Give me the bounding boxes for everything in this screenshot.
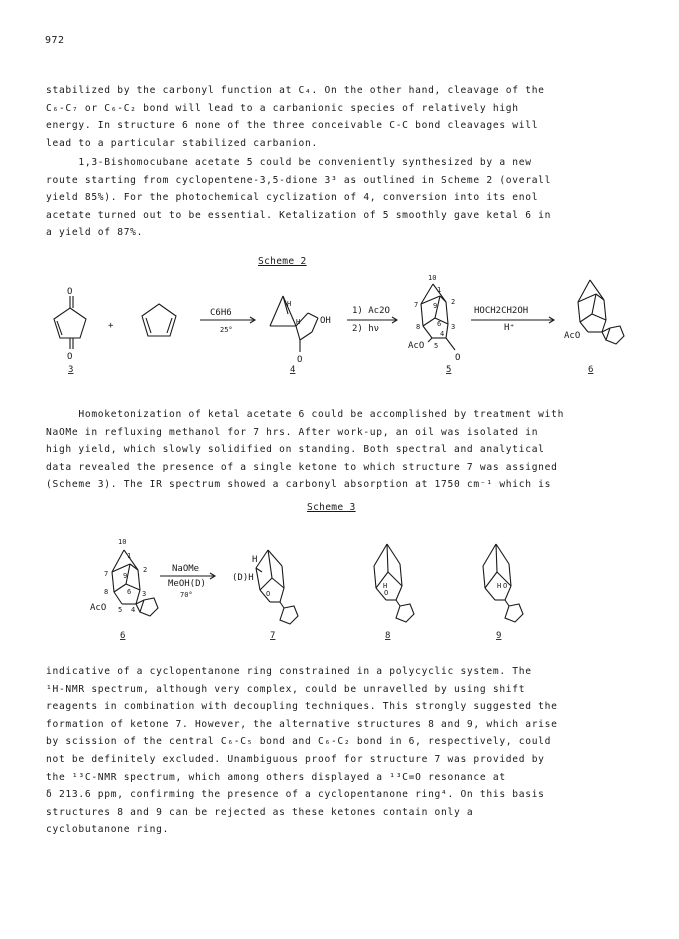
- oxygen-label: O: [67, 287, 73, 297]
- text-line: 1,3-Bishomocubane acetate 5 could be conveniently synthesized by a new: [46, 157, 532, 168]
- atom-number: 1: [127, 552, 132, 560]
- text-line: ¹H-NMR spectrum, although very complex, could be unravelled by using shift: [46, 683, 526, 695]
- reagent-text: NaOMe: [172, 564, 200, 574]
- paragraph-carbanion: [46, 82, 636, 152]
- text-line: route starting from cyclopentene-3,5-dione 3³ as outlined in Scheme 2 (overall: [46, 174, 552, 186]
- compound-label-3: 3: [68, 365, 74, 375]
- text-line: formation of ketone 7. However, the alternative structures 8 and 9, which arise: [46, 718, 558, 730]
- atom-number: 2: [143, 566, 148, 574]
- text-line: (Scheme 3). The IR spectrum showed a carbonyl absorption at 1750 cm⁻¹ which is: [46, 479, 552, 491]
- compound-label-5: 5: [446, 365, 452, 375]
- text-line: the ¹³C-NMR spectrum, which among others displayed a ¹³C=O resonance at: [46, 771, 506, 783]
- atom-number: 10: [428, 274, 437, 282]
- text-line: C₆-C₇ or C₆-C₂ bond will lead to a carbanionic species of relatively high: [46, 102, 519, 114]
- hydroxyl-label: OH: [320, 316, 331, 326]
- acetoxy-label: AcO: [408, 341, 425, 351]
- compound-6-structure: [564, 280, 624, 344]
- atom-number: 1: [437, 286, 442, 294]
- compound-label-6: 6: [120, 631, 126, 641]
- compound-3-structure: [54, 287, 86, 362]
- scheme-2-diagram: [0, 266, 679, 378]
- atom-number: 8: [104, 588, 109, 596]
- atom-number: 7: [414, 301, 419, 309]
- paragraph-homoketonization: [46, 406, 636, 494]
- scheme-3-title: Scheme 3: [307, 502, 356, 513]
- compound-6-structure: [90, 538, 158, 616]
- hydrogen-label: H: [497, 582, 502, 590]
- acetoxy-label: AcO: [90, 603, 107, 613]
- atom-number: 5: [118, 606, 123, 614]
- text-line: structures 8 and 9 can be rejected as these ketones contain only a: [46, 806, 474, 818]
- text-line: reagents in combination with decoupling techniques. This strongly suggested the: [46, 701, 558, 713]
- hydrogen-label: H: [383, 582, 388, 590]
- text-line: Homoketonization of ketal acetate 6 could be accomplished by treatment with: [46, 409, 565, 420]
- atom-number: 6: [437, 320, 442, 328]
- reagent-text: HOCH2CH2OH: [474, 306, 529, 316]
- atom-number: 3: [142, 590, 147, 598]
- reagent-text: C6H6: [210, 308, 232, 318]
- hydrogen-label: H: [287, 300, 292, 308]
- atom-number: 4: [440, 330, 445, 338]
- reagent-text: 1) Ac2O: [352, 306, 390, 316]
- compound-7-structure: [232, 550, 298, 624]
- condition-text: H⁺: [504, 323, 515, 333]
- hydrogen-label: H: [296, 318, 301, 326]
- paragraph-nmr-proof: [46, 663, 636, 839]
- oxygen-label: O: [503, 582, 508, 590]
- compound-label-4: 4: [290, 365, 296, 375]
- text-line: lead to a particular stabilized carbanion.: [46, 137, 318, 149]
- text-line: a yield of 87%.: [46, 227, 144, 239]
- oxygen-label: O: [67, 352, 73, 362]
- atom-number: 7: [104, 570, 109, 578]
- oxygen-label: O: [297, 355, 303, 365]
- text-line: NaOMe in refluxing methanol for 7 hrs. After work-up, an oil was isolated in: [46, 426, 539, 438]
- atom-number: 10: [118, 538, 127, 546]
- text-line: cyclobutanone ring.: [46, 824, 170, 836]
- atom-number: 5: [434, 342, 439, 350]
- deuterium-label: (D)H: [232, 573, 254, 583]
- compound-label-6: 6: [588, 365, 594, 375]
- compound-label-7: 7: [270, 631, 276, 641]
- scheme-2-title: Scheme 2: [258, 256, 307, 267]
- condition-text: 70°: [180, 591, 193, 599]
- condition-text: 25°: [220, 326, 233, 334]
- hydrogen-label: H: [252, 555, 258, 565]
- text-line: stabilized by the carbonyl function at C₄. On the other hand, cleavage of the: [46, 85, 545, 96]
- compound-9-structure: [483, 544, 523, 622]
- atom-number: 9: [123, 572, 128, 580]
- atom-number: 9: [433, 302, 438, 310]
- compound-4-structure: [270, 296, 331, 365]
- compound-8-structure: [374, 544, 414, 622]
- page-number: 972: [45, 35, 65, 46]
- text-line: energy. In structure 6 none of the three conceivable C-C bond cleavages will: [46, 120, 539, 132]
- oxygen-label: O: [455, 353, 461, 363]
- atom-number: 3: [451, 323, 456, 331]
- condition-text: MeOH(D): [168, 579, 206, 589]
- atom-number: 8: [416, 323, 421, 331]
- text-line: high yield, which slowly solidified on standing. Both spectral and analytical: [46, 444, 545, 456]
- cyclopentadiene-structure: [142, 304, 176, 336]
- compound-label-9: 9: [496, 631, 502, 641]
- text-line: yield 85%). For the photochemical cyclization of 4, conversion into its enol: [46, 192, 539, 204]
- scheme-3-diagram: [0, 532, 679, 644]
- condition-text: 2) hν: [352, 324, 380, 334]
- atom-number: 6: [127, 588, 132, 596]
- paragraph-synthesis: [46, 154, 636, 242]
- plus-sign: +: [108, 321, 114, 331]
- compound-5-structure: [408, 274, 460, 363]
- oxygen-label: O: [384, 589, 389, 597]
- text-line: indicative of a cyclopentanone ring constrained in a polycyclic system. The: [46, 666, 532, 677]
- atom-number: 2: [451, 298, 456, 306]
- oxygen-label: O: [266, 590, 271, 598]
- text-line: by scission of the central C₆-C₅ bond and C₆-C₂ bond in 6, respectively, could: [46, 736, 552, 748]
- text-line: δ 213.6 ppm, confirming the presence of a cyclopentanone ring⁴. On this basis: [46, 789, 545, 801]
- atom-number: 4: [131, 606, 136, 614]
- acetoxy-label: AcO: [564, 331, 581, 341]
- compound-label-8: 8: [385, 631, 391, 641]
- text-line: not be definitely excluded. Unambiguous proof for structure 7 was provided by: [46, 753, 545, 765]
- text-line: data revealed the presence of a single ketone to which structure 7 was assigned: [46, 461, 558, 473]
- text-line: acetate turned out to be essential. Ketalization of 5 smoothly gave ketal 6 in: [46, 209, 552, 221]
